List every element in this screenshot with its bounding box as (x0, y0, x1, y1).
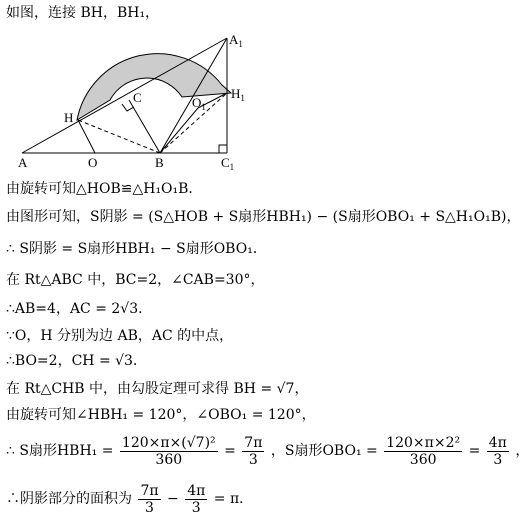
label-C: C (133, 90, 142, 105)
line-9: 由旋转可知∠HBH₁ = 120°，∠OBO₁ = 120°， (6, 407, 316, 423)
svg-text:H1: $H_1$ (231, 86, 245, 103)
fraction-sector-hbh1: $\frac{\text{120×π×(√7)²}}{360}$ (121, 434, 216, 468)
line-8: 在 Rt△CHB 中，由勾股定理可求得 BH = √7， (6, 381, 309, 397)
line-11: ∴阴影部分的面积为 $\frac{7\pi}{3}$ − $\frac{4\pi}{3}$ = π． (6, 482, 254, 516)
geometry-figure (0, 20, 503, 190)
intro-line: 如图，连接 BH，BH₁， (6, 5, 160, 21)
label-O1: O (192, 95, 202, 110)
svg-text:A1: $A_1$ (229, 32, 243, 49)
line-B-O1 (160, 108, 198, 153)
label-H: H (64, 110, 74, 125)
dashed-H-O (78, 120, 95, 153)
line-4: 在 Rt△ABC 中，BC=2，∠CAB=30°， (6, 272, 265, 288)
fraction-4pi-3: $\frac{4\pi}{3}$ (488, 434, 507, 468)
label-O: O (88, 155, 98, 170)
fraction-7pi-3: $\frac{7\pi}{3}$ (244, 434, 263, 468)
line-1: 由旋转可知△HOB≌△H₁O₁B． (6, 181, 203, 197)
fraction-result-2: $\frac{4\pi}{3}$ (187, 482, 206, 516)
line-2: 由图形可知，S阴影 = (S△HOB + S扇形HBH₁) − (S扇形OBO₁ + S△H₁O₁B)， (6, 209, 521, 225)
label-C1: C (221, 155, 230, 170)
svg-text:C1: $C_1$ (221, 155, 235, 172)
line-6: ∵O，H 分别为边 AB，AC 的中点， (6, 328, 234, 344)
line-10: ∴ S扇形HBH₁ = $\frac{\text{120×π×(√7)²}}{360}$ = $\frac{7\pi}{3}$ ，S扇形OBO₁ = $\frac{\text{120×π×2²}}{360}$ = $\frac{4\pi}{3}$ ， (6, 434, 529, 468)
line-5: ∴AB=4，AC = 2√3． (6, 301, 153, 317)
label-A1: A (229, 32, 239, 47)
svg-text:O1: $O_1$ (192, 95, 206, 112)
label-A: A (18, 155, 28, 170)
right-angle-C1 (219, 145, 227, 153)
line-7: ∴BO=2，CH = √3． (6, 353, 147, 369)
label-B: B (155, 155, 164, 170)
fraction-sector-obo1: $\frac{\text{120×π×2²}}{360}$ (386, 434, 461, 468)
line-B-C (129, 100, 160, 153)
line-3: ∴ S阴影 = S扇形HBH₁ − S扇形OBO₁． (6, 241, 267, 257)
dashed-B-H (78, 120, 160, 153)
fraction-result-1: $\frac{7\pi}{3}$ (140, 482, 159, 516)
label-H1: H (231, 86, 241, 101)
